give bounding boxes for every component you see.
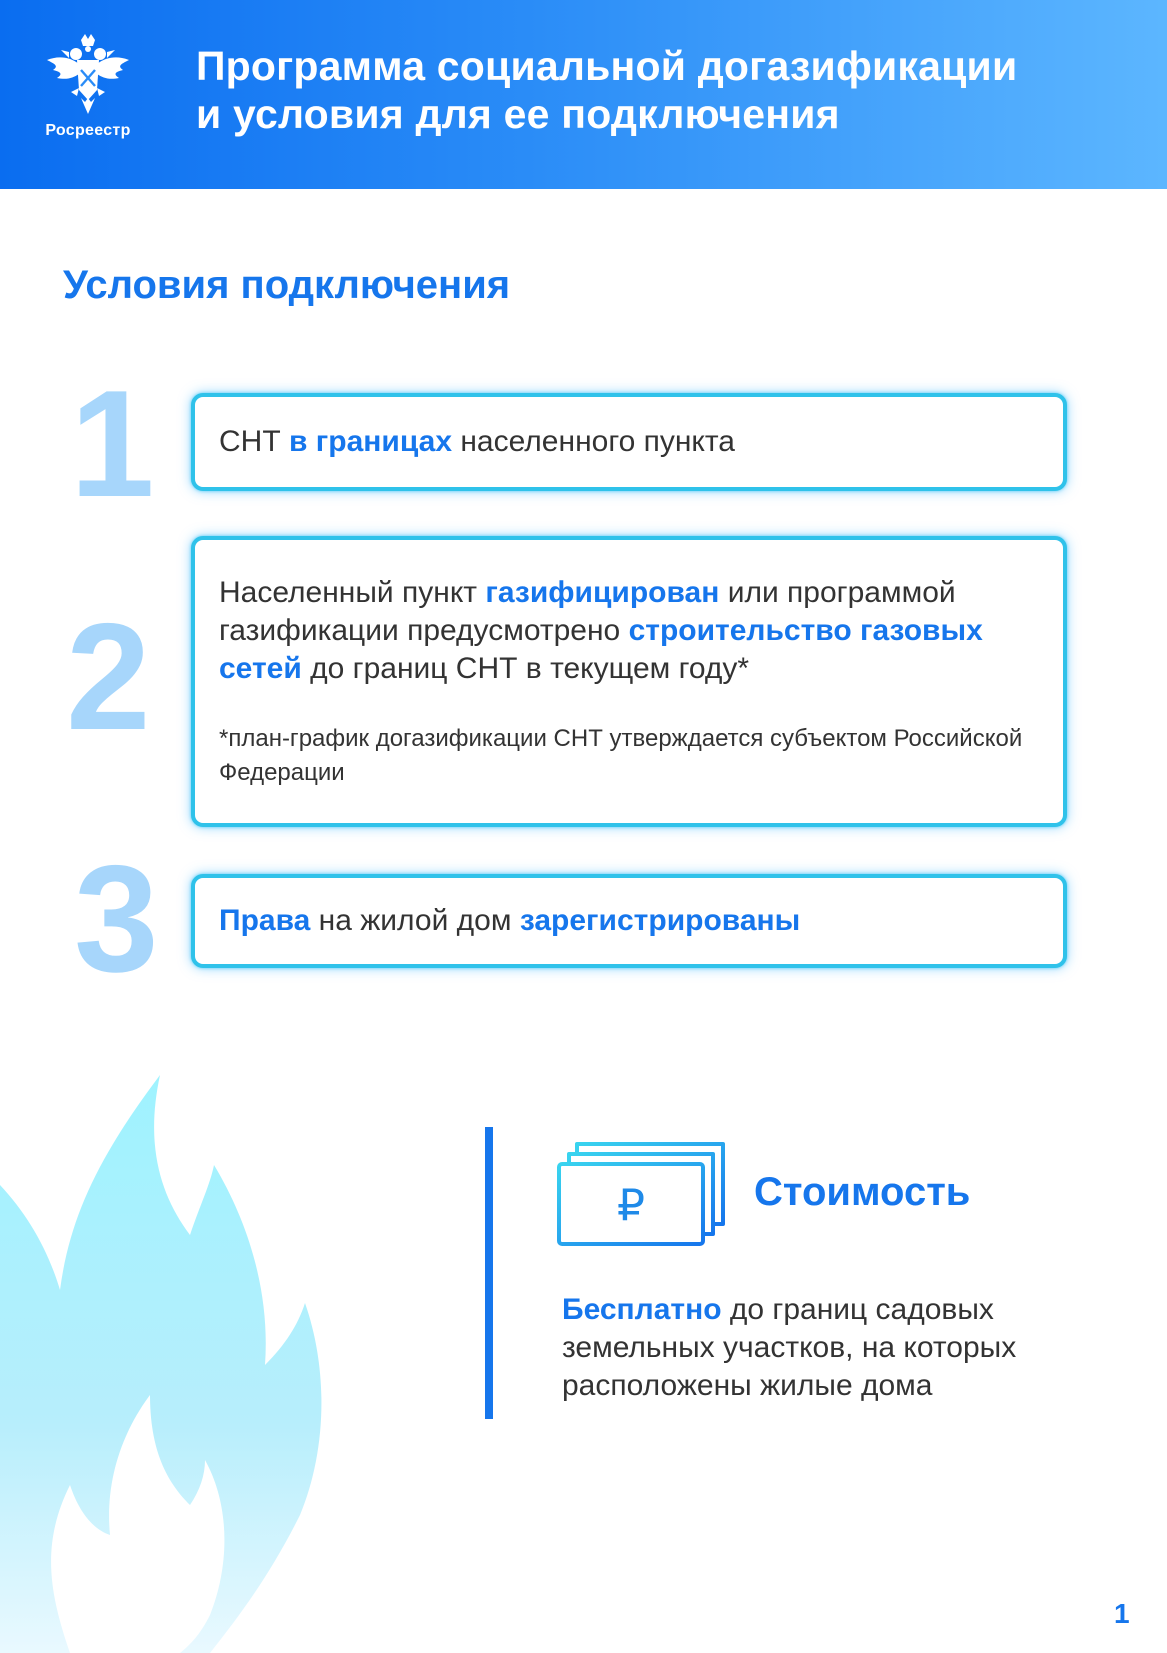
text-part: населенного пункта [452,425,735,458]
condition-text-3 [219,904,800,938]
highlight-text: строительство газовых сетей [219,614,983,685]
text-part: на жилой дом [310,904,520,937]
banknotes-ruble-icon [557,1140,727,1248]
text-part: или программой газификации предусмотрено [219,576,956,647]
condition-card-1 [191,393,1067,491]
ruble-symbol: ₽ [617,1180,645,1231]
text-part: до границ СНТ в текущем году* [301,652,750,685]
highlight-text: Права [219,904,311,937]
text-part: СНТ [219,425,289,458]
header-banner [0,0,1167,189]
logo-text: Росреестр [45,122,131,139]
title-line-1: Программа социальной догазификации [196,43,1018,89]
cost-description [562,1291,1122,1405]
highlight-text: зарегистрированы [519,904,801,937]
rosreestr-logo [38,34,138,140]
condition-footnote: *план-график догазификации СНТ утверждается субъектом Российской Федерации [219,725,1023,786]
text-part: Населенный пункт [219,576,486,609]
condition-card-2 [191,536,1067,827]
condition-number-3: 3 [74,834,159,1004]
cost-divider [485,1127,493,1419]
condition-card-3 [191,874,1067,968]
page-number: 1 [1114,1598,1130,1629]
condition-text-1 [219,425,735,459]
condition-number-2: 2 [66,592,151,762]
gas-flame-icon [0,1075,330,1653]
title-line-2: и условия для ее подключения [196,91,840,137]
text-part: до границ садовых земельных участков, на которых расположены жилые дома [562,1293,1017,1402]
highlight-text: Бесплатно [562,1293,722,1326]
double-headed-eagle-icon [45,34,131,118]
page-title [196,42,1136,138]
section-title: Условия подключения [63,263,511,307]
condition-number-1: 1 [70,359,155,529]
highlight-text: в границах [289,425,453,458]
condition-text-2 [219,574,1039,688]
cost-title: Стоимость [754,1170,971,1214]
highlight-text: газифицирован [485,576,720,609]
